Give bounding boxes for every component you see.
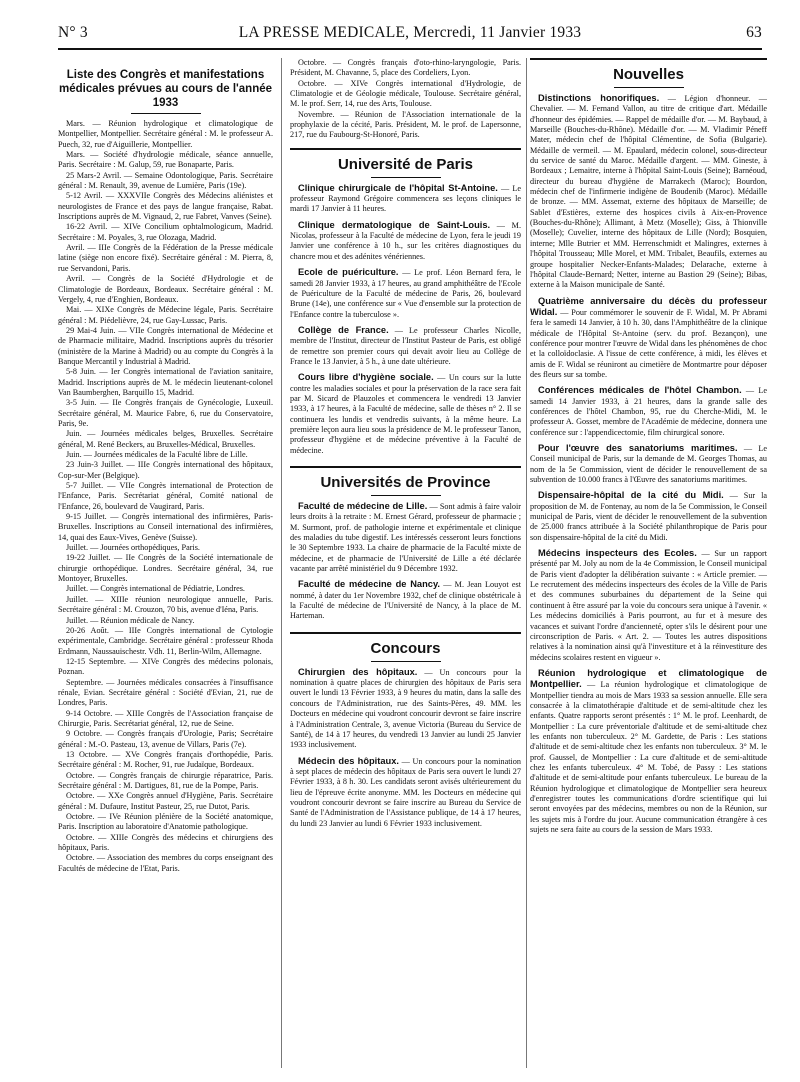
news-article — [290, 325, 521, 367]
congres-entry: 3-5 Juin. — IIe Congrès français de Gynécologie, Luxeuil. Secrétaire général, M. Maurice Fabre, 6, rue du Conservatoire, Paris, 9e. — [58, 398, 273, 428]
article-text: — Un cours sur la lutte contre les maladies sociales et pour la préservation de la race sera fait par M. Sicard de Plauzoles et commencera le vendredi 13 Janvier 1933, à 17 heures, à la Faculté de médecine, salle de thèses n° 2. Il se continuera les lundis et vendredis suivants, à la même heure. La première leçon aura lieu sous la présidence de M. le professeur Tanon, professeur d'hygiène et de médecine préventive à la Faculté de médecine. — [290, 373, 521, 455]
news-article — [530, 296, 767, 381]
congres-entry: Juin. — Journées médicales belges, Bruxelles. Secrétaire général, M. René Beckers, au Bruxelles-Médical, Bruxelles. — [58, 429, 273, 449]
article-heading: Ecole de puériculture. — [298, 267, 399, 278]
article-heading: Réunion hydrologique et climatologique de Montpellier. — [530, 667, 767, 690]
congres-entry: 5-7 Juillet. — VIIe Congrès international de Protection de l'Enfance, Paris. Secrétariat général, Comité national de l'Enfance, 26, boulevard de Vaugirard, Paris. — [58, 481, 273, 511]
column-nouvelles — [530, 58, 767, 1068]
concours-news — [290, 667, 521, 829]
congres-entry: Avril. — IIIe Congrès de la Fédération de la Presse médicale latine (siège non encore fixé). Secrétaire général : M. Pierra, 8, rue Servandoni, Paris. — [58, 243, 273, 273]
article-text: — La réunion hydrologique et climatologique de Montpellier tiendra au mois de Mars 1933 sa session annuelle. Elle sera consacrée à la climatothérapie d'altitude et de semi-altitude chez les enfants. Quatre rapports seront présentés : 1° M. le prof. Leenhardt, de Montpellier : La cure préventoriale d'altitude et de semi-altitude chez les enfants non tuberculeux. 2° M. Gardette, de Paris : Les stations d'altitude et de semi-altitude chez les enfants non tuberculeux. 3° M. le prof. Gaussel, de Montpellier : La cure d'altitude et de semi-altitude chez les enfants tuberculeux. 4° M. Tobé, de Passy : Les stations d'altitude et de semi-altitude pour enfants tuberculeux. Le bureau de la Réunion hydrologique et climatologique de Montpellier sera heureux d'enregistrer toutes les communications d'ordre scientifique qui lui seront envoyées par des médecins, membres ou non de la Réunion, sur les sujets mis à l'ordre du jour. Aucune communication étrangère à ces sujets ne sera faite au cours de la session de Mars 1933. — [530, 680, 767, 835]
title-separator — [371, 177, 441, 178]
header-rule — [58, 48, 762, 50]
congres-entry: Mars. — Société d'hydrologie médicale, séance annuelle, Paris. Secrétaire : M. Galup, 59, rue Bonaparte, Paris. — [58, 150, 273, 170]
column-universite — [290, 58, 521, 1068]
news-article — [290, 183, 521, 215]
congres-entry: Juillet. — XIIIe réunion neurologique annuelle, Paris. Secrétaire général : M. Crouzon, 70 bis, avenue d'Iéna, Paris. — [58, 594, 273, 615]
congres-entry: 5-8 Juin. — Ier Congrès international de l'aviation sanitaire, Madrid. Inscriptions auprès de M. le médecin lieutenant-colonel Van Baumberghen, Barquillo 15, Madrid. — [58, 367, 273, 397]
article-text: — M. Nicolas, professeur à la Faculté de médecine de Lyon, fera le jeudi 19 Janvier une conférence à 10 h., sur les critères diagnostiques du chancre mou et des adénites vénériennes. — [290, 220, 521, 261]
congres-entry: 9-15 Juillet. — Congrès international des infirmières, Paris-Bruxelles. Inscriptions au Conseil international des infirmières, 14, quai des Eaux-Vives, Genève (Suisse). — [58, 512, 273, 542]
congres-entry: Novembre. — Réunion de l'Association internationale de la prophylaxie de la cécité, Paris. Président, M. le prof. de Lapersonne, 217, rue du Faubourg-St-Honoré, Paris. — [290, 109, 521, 140]
congres-entry: Octobre. — Congrès français de chirurgie réparatrice, Paris. Secrétaire général : M. Dartigues, 81, rue de la Pompe, Paris. — [58, 770, 273, 790]
article-text: — Légion d'honneur. — Chevalier. — M. Fernand Vallon, au titre de critique d'art. Médaille d'honneur des épidémies. — Rappel de médaille d'or. — M. Baybaud, à Marseille (Bouches-du-Rhône). Médaille d'or. — M. Vladimir Péneff Mater, médecin chef de l'hôpital Clémentine, de Sofia (Bulgarie). Médaille de vermeil. — M. Epaulard, médecin colonel, sous-directeur du service de santé du Maroc. Médaille d'argent. — MM. Gineste, à Bordeaux ; Lemaitre, interne à l'hôpital Saint-Louis (Seine); Barnéoud, directeur du bureau d'hygiène de Marrakech (Maroc); Bourdon, médecin chef de l'infirmerie indigène de Boudenib (Maroc). Médaille de bronze. — MM. Assemat, externe des hôpitaux de Marseille; de Sablet d'Estières, externe des hospices civils à Aix-en-Provence (Bouches-du-Rhône); Allimant, à Metz (Moselle); Giss, à Thionville (Moselle); Cuvelier, interne des hôpitaux de Lille (Nord); Bosquien, interne; Mlle Butrier et MM. Herrenschmidt et Malingres, externes à l'hôpital Trousseau; Mlle Morel, et MM. Tribalet, Beaufils, externes au groupe hospitalier Necker-Enfants-Malades; Delarache, externe à l'hôpital Claude-Bernard; Netter, interne au Bastion 29 (Seine); Bibas, externe à la Maison municipale de Santé. — [530, 94, 767, 290]
news-article — [290, 220, 521, 262]
congres-entry: 5-12 Avril. — XXXVIIe Congrès des Médecins aliénistes et neurologistes de France et des pays de langue française, Rabat. Inscriptions auprès de M. Vignaud, 2, rue Fabret, Vanves (Seine). — [58, 191, 273, 222]
congres-entry: Octobre. — IVe Réunion plénière de la Société anatomique, Paris. Inscription au laboratoire d'Anatomie pathologique. — [58, 812, 273, 832]
congres-entry: Octobre. — XXe Congrès annuel d'Hygiène, Paris. Secrétaire général : M. Dufaure, Institut Pasteur, 25, rue Dutot, Paris. — [58, 791, 273, 811]
news-article — [290, 372, 521, 456]
article-heading: Faculté de médecine de Lille. — [298, 501, 428, 511]
article-text: — Le professeur Charles Nicolle, membre de l'Institut, directeur de l'Institut Pasteur de Paris, est obligé de remettre son premier cours qui devait avoir lieu au Collège de France le 13 Janvier, à 5 h., à une date ultérieure. — [290, 325, 521, 366]
section-title-universite-paris: Université de Paris — [337, 155, 474, 173]
title-separator — [131, 113, 201, 114]
article-text: — Le prof. Léon Bernard fera, le samedi 28 Janvier 1933, à 17 heures, au grand amphithéâtre de l'Ecole de Puériculture de la Faculté de médecine de Paris, 26, boulevard Brune (14e), une conférence sur « Vue d'ensemble sur la protection de l'Enfance contre la tuberculose ». — [290, 268, 521, 319]
congres-entry: Juillet. — Journées orthopédiques, Paris. — [66, 543, 200, 553]
congres-entry: Octobre. — XIIIe Congrès des médecins et chirurgiens des hôpitaux, Paris. — [58, 832, 273, 853]
article-heading: Quatrième anniversaire du décès du professeur Widal. — [530, 295, 767, 317]
article-heading: Cours libre d'hygiène sociale. — [298, 372, 434, 383]
news-article — [290, 756, 521, 829]
article-text: — Sur la proposition de M. de Fontenay, au nom de la 5e Commission, le Conseil municipal de Paris, vient de décider le renouvellement de la subvention de 25.000 francs attribuée à la Société philanthropique de Paris pour son dispensaire-hôpital de la cité du Midi. — [530, 491, 767, 542]
article-heading: Médecins inspecteurs des Ecoles. — [538, 548, 697, 559]
universite-paris-news — [290, 183, 521, 456]
section-title-concours: Concours — [370, 639, 441, 657]
journal-title: LA PRESSE MEDICALE, Mercredi, 11 Janvier 1933 — [238, 24, 582, 41]
news-article — [290, 501, 521, 574]
congres-entry: 19-22 Juillet. — IIe Congrès de la Société internationale de chirurgie orthopédique. Londres. Secrétaire général, 34, rue Montoyer, Bruxelles. — [58, 553, 273, 584]
page-number: 63 — [746, 24, 762, 41]
section-title-universites-province: Universités de Province — [320, 474, 491, 491]
title-separator — [371, 661, 441, 662]
news-article — [290, 667, 521, 751]
article-text: — Sont admis à faire valoir leurs droits à la retraite : M. Ernest Gérard, professeur de pharmacie ; M. Surmont, prof. de pathologie interne et expérimentale et clinique des maladies du tube digestif. Les intéressés cesseront leurs fonctions le 30 Septembre 1933. La chaire de pharmacie de la Faculté mixte de médecine, et de pharmacie de l'Université de Lille a été déclarée vacante par arrêté ministériel du 9 Décembre 1932. — [290, 502, 521, 574]
news-article — [530, 548, 767, 663]
news-article — [290, 579, 521, 621]
congres-entry: Juillet. — Réunion médicale de Nancy. — [66, 615, 195, 625]
section-title-nouvelles: Nouvelles — [613, 66, 684, 83]
news-article — [530, 443, 767, 485]
congres-entry: 20-26 Août. — IIIe Congrès international de Cytologie expérimentale, Cambridge. Secrétaire général : professeur Rhoda Erdmann, Naussauischestr. Vdh. 11, Berlin-Wilm, Allemagne. — [58, 625, 273, 656]
congres-entry: Mars. — Réunion hydrologique et climatologique de Montpellier, Montpellier. Secrétaire général : M. le professeur A. Puech, 32, rue d'Aiguillerie, Montpellier. — [58, 119, 273, 149]
congres-entry: Avril. — Congrès de la Société d'Hydrologie et de Climatologie de Bordeaux, Bordeaux. Secrétaire général : M. Vergely, 4, rue d'Enghien, Bordeaux. — [58, 274, 273, 304]
congres-entry: Septembre. — Journées médicales consacrées à l'insuffisance rénale, Evian. Secrétaire général : Société d'Evian, 21, rue de Londres, Paris. — [58, 677, 273, 708]
issue-number: N° 3 — [58, 24, 88, 41]
article-heading: Clinique dermatologique de Saint-Louis. — [298, 219, 491, 230]
article-text: — Sur un rapport présenté par M. Joly au nom de la 4e Commission, le Conseil municipal de Paris vient d'adopter la délibération suivante : « Article premier. — Le recrutement des médecins inspecteurs des écoles de la Ville de Paris et des communes suburbaines du département de la Seine qui continuent à être assuré par la voie du concours sera unique à l'avenir. « Les médecins domiciliés à Paris pourront, au fur et à mesure des vacances et suivant l'ordre d'ancienneté, opter s'ils le désirent pour une circonscription de Paris. « Art. 2. — Toutes les autres dispositions relatives à la nomination ainsi qu'à l'investiture et à la réinvestiture des médecins scolaires restent en vigueur ». — [530, 549, 767, 662]
universites-province-news — [290, 501, 521, 622]
congres-entry: 13 Octobre. — XVe Congrès français d'orthopédie, Paris. Secrétaire général : M. Rocher, 91, rue Judaïque, Bordeaux. — [58, 749, 273, 770]
article-heading: Conférences médicales de l'hôtel Chambon. — [538, 385, 742, 396]
congres-entry: Octobre. — Congrès français d'oto-rhino-laryngologie, Paris. Président, M. Chavanne, 5, place des Cordeliers, Lyon. — [290, 58, 521, 78]
article-text: — Le professeur Raymond Grégoire commencera ses leçons cliniques le mardi 17 Janvier à 11 heures. — [290, 183, 521, 214]
article-heading: Pour l'œuvre des sanatoriums maritimes. — [538, 443, 738, 453]
article-text: — M. Jean Louyot est nommé, à dater du 1er Novembre 1932, chef de clinique obstétricale à la Faculté de médecine de l'Université de Nancy, à la place de M. Harteman. — [290, 580, 521, 621]
article-text: — Pour commémorer le souvenir de F. Widal, M. Pr Abrami fera le samedi 14 Janvier, à 10 h. 30, dans l'Amphithéâtre de la clinique médicale de l'Hôpital St-Antoine (serv. du prof. Bezançon), une conférence pour montrer l'œuvre de Widal dans les phénomènes de choc et la colloïdoclasie. A l'issue de cette conférence, à midi, les élèves et amis de F. Widal se réuniront au cimetière de Montmartre pour déposer des fleurs sur sa tombe. — [530, 307, 767, 379]
column-congres — [58, 58, 273, 1068]
article-heading: Clinique chirurgicale de l'hôpital St-Antoine. — [298, 182, 498, 193]
congres-entry: Mai. — XIXe Congrès de Médecine légale, Paris. Secrétaire général : M. Piédelièvre, 24, rue Gay-Lussac, Paris. — [58, 305, 273, 325]
congres-entry: Octobre. — Association des membres du corps enseignant des Facultés de médecine de l'Etat, Paris. — [58, 853, 273, 873]
news-article — [530, 490, 767, 543]
title-separator — [614, 87, 684, 88]
congres-entry: 9 Octobre. — Congrès français d'Urologie, Paris; Secrétaire général : M.-O. Pasteau, 13, avenue de Villars, Paris (7e). — [58, 729, 273, 749]
congres-entry: 29 Mai-4 Juin. — VIIe Congrès international de Médecine et de Pharmacie militaire, Madrid. Inscriptions auprès du trésorier (ministère de la Marine à Madrid) ou au compte du Congrès à la Banque Mercantil y Industrial à Madrid. — [58, 325, 273, 366]
news-article — [530, 385, 767, 438]
news-article — [530, 668, 767, 836]
congres-entry: Juillet. — Congrès international de Pédiatrie, Londres. — [66, 584, 245, 594]
congres-entry: 23 Juin-3 Juillet. — IIIe Congrès international des hôpitaux, Cop-sur-Mer (Belgique). — [58, 460, 273, 480]
title-separator — [371, 495, 441, 496]
congres-entry: 12-15 Septembre. — XIVe Congrès des médecins polonais, Poznan. — [58, 656, 273, 677]
congres-list — [58, 119, 273, 874]
news-article — [290, 267, 521, 320]
article-heading: Dispensaire-hôpital de la cité du Midi. — [538, 490, 724, 501]
nouvelles-news — [530, 93, 767, 835]
congres-entry: 25 Mars-2 Avril. — Semaine Odontologique, Paris. Secrétaire général : M. Renault, 39, avenue de Lumière, Paris (19e). — [58, 170, 273, 191]
page-header — [58, 24, 762, 46]
article-heading: Collège de France. — [298, 324, 389, 335]
congres-entry: 9-14 Octobre. — XIIIe Congrès de l'Association française de Chirurgie, Paris. Secrétariat général, 12, rue de Seine. — [58, 708, 273, 728]
article-heading: Médecin des hôpitaux. — [298, 755, 399, 766]
article-heading: Chirurgien des hôpitaux. — [298, 666, 418, 677]
congres-title: Liste des Congrès et manifestations médicales prévues au cours de l'année 1933 — [58, 69, 273, 109]
congres-entry: 16-22 Avril. — XIVe Concilium ophtalmologicum, Madrid. Secrétaire : M. Poyales, 3, rue Olozaga, Madrid. — [58, 222, 273, 242]
article-text: — Le Conseil municipal de Paris, sur la demande de M. Georges Thomas, au nom de la 5e Commission, vient de décider le renouvellement de sa subvention de 10.000 francs à l'Œuvre des sanatoriums maritimes. — [530, 444, 767, 485]
article-text: — Le samedi 14 Janvier 1933, à 21 heures, dans la grande salle des conférences de l'hôtel Chambon, 95, rue du Cherche-Midi, M. le professeur A. Gosset, membre de l'Académie de médecine, donnera une conférence sur : l'appendicectomie, film chirurgical sonore. — [530, 386, 767, 437]
news-article — [530, 93, 767, 291]
congres-entry: Octobre. — XIVe Congrès international d'Hydrologie, de Climatologie et de Géologie médicale, Toulouse. Secrétaire général, M. le prof. Serr, 14, rue des Arts, Toulouse. — [290, 78, 521, 109]
article-text: — Un concours pour la nomination à sept places de médecin des hôpitaux de Paris sera ouvert le lundi 27 Février 1933, à 8 h. 30. Les candidats seront avisés ultérieurement du lieu de l'épreuve écrite anonyme. MM. les Docteurs en médecine qui voudront concourir devront se faire inscrire au Bureau du Service de Santé de l'Administration de l'Assistance publique, de 14 à 17 heures, du lundi 23 Janvier au lundi 6 Février 1933 inclusivement. — [290, 756, 521, 828]
column-divider — [526, 58, 527, 1068]
column-divider — [281, 58, 282, 1068]
article-text: — Un concours pour la nomination à quatre places de chirurgien des hôpitaux de Paris sera ouvert le lundi 13 Février 1933, à 9 heures du matin, dans la salle des concours de l'Administration, rue des Saints-Pères, 49. MM. les Docteurs en médecine qui voudront concourir devront se faire inscrire à l'Administration Centrale, 3, avenue Victoria (Bureau du Service de Santé), de 14 à 17 heures, du vendredi 13 Janvier au lundi 25 Janvier 1933 inclusivement. — [290, 667, 521, 750]
congres-continued — [290, 58, 521, 141]
congres-entry: Juin. — Journées médicales de la Faculté libre de Lille. — [66, 450, 248, 459]
article-heading: Faculté de médecine de Nancy. — [298, 579, 441, 590]
article-heading: Distinctions honorifiques. — [538, 93, 660, 103]
